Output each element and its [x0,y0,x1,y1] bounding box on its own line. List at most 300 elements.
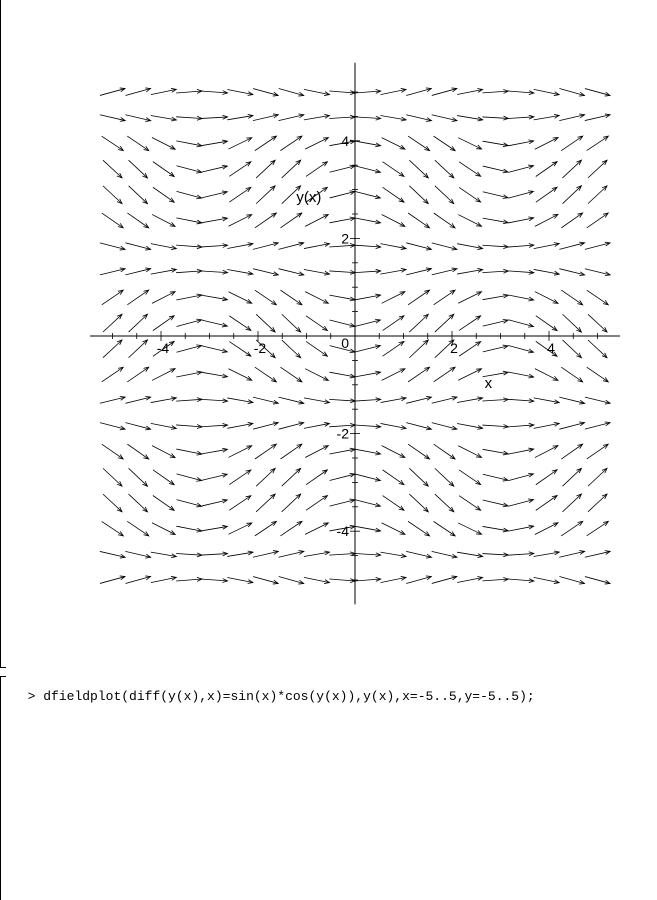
direction-arrow [306,470,327,485]
direction-arrow [409,314,428,332]
direction-arrow [227,422,253,428]
arrow-shaft [535,138,558,150]
direction-arrow [176,141,202,147]
direction-arrow [406,423,431,430]
direction-arrow [355,474,380,481]
direction-arrow [355,371,381,377]
direction-arrow [305,138,328,150]
direction-arrow [177,166,202,173]
arrow-shaft [459,470,480,485]
arrow-shaft [508,166,533,173]
direction-arrow [508,525,534,531]
direction-arrow [282,160,301,178]
direction-arrow [229,496,251,511]
direction-arrow [151,88,176,94]
direction-arrow [482,398,508,402]
arrow-shaft [563,186,582,204]
arrow-shaft [458,292,481,304]
direction-arrow [255,136,277,150]
arrow-shaft [482,117,508,119]
direction-arrow [127,521,149,536]
arrow-shaft [535,446,558,458]
direction-arrow [508,140,534,146]
direction-arrow [458,215,481,227]
direction-arrow [280,136,302,151]
arrow-shaft [563,468,582,486]
direction-arrow [382,215,405,227]
direction-arrow [153,496,174,511]
direction-arrow [432,115,457,122]
arrow-shaft [255,367,276,382]
direction-arrow [382,138,405,150]
arrow-shaft [255,521,277,535]
direction-arrow [381,244,407,250]
direction-arrow [355,166,380,173]
direction-arrow [177,345,202,352]
direction-arrow [176,424,202,428]
direction-arrow [483,319,508,326]
direction-arrow [152,138,175,150]
arrow-shaft [129,314,148,332]
direction-arrow [177,191,202,198]
arrow-shaft [508,474,533,481]
direction-arrow [355,500,380,507]
direction-arrow [255,444,276,459]
arrow-shaft [355,117,381,119]
direction-arrow [330,473,355,480]
arrow-shaft [202,271,228,273]
arrow-shaft [127,290,148,305]
y-tick-label: 2 [341,230,349,247]
arrow-shaft [102,521,124,535]
arrow-shaft [228,369,251,381]
arrow-shaft [253,577,278,584]
arrow-shaft [100,89,125,96]
arrow-shaft [228,523,251,534]
direction-arrow [535,138,558,150]
direction-arrow [102,136,124,150]
arrow-shaft [256,468,275,486]
direction-arrow [125,423,150,430]
direction-arrow [227,270,253,276]
direction-arrow [125,396,150,403]
direction-arrow [282,340,301,358]
arrow-shaft [561,444,582,459]
direction-arrow [561,136,583,151]
direction-arrow [457,268,483,274]
direction-arrow [176,371,202,377]
arrow-shaft [255,213,276,228]
direction-arrow [100,576,125,583]
arrow-shaft [435,468,454,486]
direction-arrow [229,342,251,357]
origin-label: 0 [341,335,349,351]
direction-arrow [202,448,228,454]
arrow-shaft [408,136,430,151]
arrow-shaft [536,470,557,485]
direction-arrow [508,295,534,301]
arrow-shaft [229,446,252,458]
arrow-shaft [229,316,251,331]
direction-arrow [103,186,122,204]
arrow-shaft [177,474,202,481]
direction-arrow [151,423,177,429]
direction-arrow [229,187,250,202]
direction-arrow [100,115,125,122]
y-axis-label: y(x) [296,188,322,206]
direction-arrow [102,521,124,535]
direction-arrow [406,551,431,558]
arrow-shaft [434,213,455,228]
direction-arrow [482,89,508,93]
arrow-shaft [458,215,481,227]
direction-arrow [177,474,202,481]
direction-arrow [279,551,304,558]
direction-arrow [508,165,533,172]
direction-arrow [102,367,124,382]
direction-arrow [408,521,430,536]
direction-arrow [129,160,148,178]
arrow-shaft [559,243,584,250]
execution-group-bracket-top [0,667,6,668]
direction-arrow [457,244,483,250]
arrow-shaft [561,521,583,536]
arrow-shaft [434,136,456,150]
arrow-shaft [561,213,582,228]
direction-arrow [459,496,481,511]
arrow-shaft [434,367,455,382]
arrow-shaft [435,494,454,512]
direction-arrow [406,268,431,275]
arrow-shaft [102,367,124,382]
direction-arrow [458,523,481,534]
direction-arrow [563,468,582,486]
direction-arrow [329,552,355,556]
y-tick-label: 4 [341,132,349,149]
direction-arrow [103,314,122,332]
direction-arrow [381,88,406,94]
arrow-shaft [129,340,148,358]
direction-arrow [585,577,610,584]
direction-arrow [152,523,175,535]
direction-arrow [457,576,482,582]
direction-arrow [382,523,405,535]
arrow-shaft [202,117,228,119]
direction-arrow [587,521,609,535]
direction-arrow [383,162,404,177]
y-tick-label: -2 [336,425,349,442]
direction-arrow [508,244,534,248]
arrow-shaft [125,89,150,96]
direction-arrow [508,473,533,480]
arrow-shaft [256,494,275,512]
direction-arrow [305,215,328,227]
direction-arrow [483,218,509,224]
direction-arrow [534,243,560,249]
arrow-shaft [102,213,123,228]
direction-arrow [508,320,533,327]
direction-arrow [253,89,278,96]
arrow-shaft [202,554,228,556]
arrow-shaft [279,89,304,96]
direction-arrow [177,500,202,507]
direction-arrow [459,316,481,331]
direction-arrow [458,446,481,458]
direction-arrow [435,494,454,512]
direction-arrow [382,446,405,458]
direction-arrow [253,577,278,584]
direction-arrow [329,448,355,454]
direction-arrow [279,242,304,249]
arrow-shaft [563,314,582,332]
arrow-shaft [409,314,428,332]
direction-arrow [255,290,276,305]
direction-arrow [253,551,278,558]
direction-arrow [176,526,202,532]
arrow-shaft [228,292,251,304]
direction-arrow [434,290,455,305]
arrow-shaft [256,314,275,332]
maple-prompt: > [27,689,36,704]
arrow-shaft [383,341,404,356]
arrow-shaft [177,345,202,352]
direction-arrow [585,114,610,121]
arrow-shaft [229,215,252,227]
direction-arrow [304,551,330,556]
direction-arrow [253,397,278,404]
direction-arrow [585,397,610,404]
arrow-shaft [152,214,175,226]
direction-arrow [305,369,328,381]
direction-arrow [382,292,405,304]
direction-arrow [256,468,275,486]
direction-arrow [508,399,534,403]
direction-arrow [227,114,253,119]
arrow-shaft [127,444,148,459]
direction-arrow [279,397,304,404]
direction-arrow [305,523,328,535]
arrow-shaft [125,577,150,584]
direction-arrow [434,367,455,382]
direction-arrow [202,423,228,427]
arrow-shaft [228,138,251,149]
arrow-shaft [153,470,174,485]
arrow-shaft [409,186,428,204]
direction-arrow [432,551,457,558]
arrow-shaft [177,500,202,507]
direction-arrow [483,294,509,300]
arrow-shaft [253,89,278,96]
arrow-shaft [434,521,456,535]
direction-arrow [100,268,125,275]
direction-arrow [588,340,607,358]
direction-arrow [434,521,456,535]
direction-arrow [434,136,456,150]
arrow-shaft [458,138,481,149]
arrow-shaft [559,423,584,430]
arrow-shaft [281,213,302,228]
arrow-shaft [100,577,125,584]
direction-arrow [409,340,428,358]
direction-arrow [409,186,428,204]
arrow-shaft [306,341,327,356]
direction-arrow [585,89,610,96]
arrow-shaft [102,136,124,150]
arrow-shaft [282,494,301,512]
direction-arrow [306,496,327,511]
direction-arrow [380,268,406,274]
direction-arrow [432,268,457,275]
direction-arrow [228,523,251,534]
direction-arrow [329,91,355,95]
arrow-shaft [561,367,582,382]
direction-arrow [229,316,251,331]
arrow-shaft [255,136,277,150]
direction-arrow [535,292,558,304]
direction-arrow [100,243,125,250]
direction-arrow [457,88,482,94]
direction-arrow [305,292,328,304]
direction-arrow [282,494,301,512]
direction-arrow [355,345,380,352]
direction-arrow [229,215,252,227]
direction-arrow [102,213,123,228]
arrow-shaft [306,496,327,511]
arrow-shaft [127,521,149,536]
arrow-shaft [305,138,328,150]
direction-arrow [151,552,177,558]
arrow-shaft [408,444,429,459]
arrow-shaft [588,468,607,486]
arrow-shaft [406,243,431,250]
direction-arrow [279,422,304,429]
direction-arrow [330,191,355,198]
arrow-shaft [435,314,454,332]
direction-arrow [508,372,534,378]
arrow-shaft [408,367,429,382]
arrow-shaft [435,186,454,204]
direction-arrow [151,115,177,121]
direction-arrow [483,166,508,173]
arrow-shaft [383,162,404,177]
arrow-shaft [408,521,430,536]
direction-arrow [152,446,175,458]
arrow-shaft [587,136,609,150]
arrow-shaft [229,496,251,511]
direction-arrow [559,114,584,121]
arrow-shaft [305,215,328,227]
direction-arrow [129,314,148,332]
arrow-shaft [177,191,202,198]
direction-arrow [383,470,404,485]
arrow-shaft [229,187,250,202]
direction-arrow [129,186,148,204]
y-tick-label: -4 [336,523,349,540]
arrow-shaft [508,500,533,507]
direction-arrow [253,114,278,121]
arrow-shaft [588,494,607,512]
arrow-shaft [282,314,301,332]
arrow-shaft [409,160,428,178]
direction-arrow [279,269,304,276]
arrow-shaft [280,290,301,305]
direction-arrow [125,551,150,558]
direction-arrow [535,446,558,458]
direction-arrow [202,579,228,583]
direction-arrow [406,115,431,122]
direction-arrow [585,269,610,276]
direction-arrow [587,213,608,228]
arrow-shaft [382,369,405,381]
direction-arrow [383,341,404,356]
direction-arrow [435,314,454,332]
maple-command-input[interactable]: dfieldplot(diff(y(x),x)=sin(x)*cos(y(x)),y(x),x=-5..5,y=-5..5); [43,689,535,704]
x-tick-label: 2 [450,340,458,356]
direction-arrow [483,474,508,481]
direction-arrow [409,160,428,178]
direction-arrow [355,245,381,249]
direction-arrow [355,553,381,557]
arrow-shaft [434,444,455,459]
direction-arrow [536,187,557,202]
direction-arrow [561,367,582,382]
direction-arrow [129,468,148,486]
direction-arrow [306,341,327,356]
direction-arrow [129,494,148,512]
arrow-shaft [306,162,327,177]
arrow-shaft [256,186,275,204]
direction-arrow [176,449,202,455]
direction-arrow [256,186,275,204]
direction-arrow [559,577,584,585]
direction-arrow [227,577,252,583]
maple-command-line[interactable] [12,667,535,704]
direction-arrow [482,577,508,581]
arrow-shaft [587,213,608,228]
direction-arrow [408,367,429,382]
arrow-shaft [383,496,404,511]
direction-arrow [508,345,533,352]
direction-arrow [380,552,406,557]
direction-arrow [304,577,329,583]
plot-axes [90,63,620,605]
arrow-shaft [279,577,304,584]
arrow-shaft [305,523,328,535]
arrow-shaft [409,340,428,358]
arrow-shaft [282,340,301,358]
arrow-shaft [382,523,405,535]
direction-arrow [202,217,228,223]
direction-arrow [229,446,252,458]
direction-arrow [281,444,302,459]
direction-arrow [100,423,125,430]
direction-arrow [304,243,330,249]
arrow-shaft [588,186,607,204]
direction-arrow [280,290,301,305]
direction-arrow [227,551,253,556]
arrow-shaft [508,320,533,327]
direction-arrow [406,88,431,96]
direction-arrow [559,551,584,558]
direction-arrow [176,218,202,224]
direction-arrow [588,468,607,486]
direction-arrow [253,242,278,249]
direction-arrow [561,290,582,305]
direction-arrow [563,340,582,358]
direction-arrow [406,243,431,250]
direction-arrow [355,398,381,402]
arrow-shaft [103,468,122,486]
